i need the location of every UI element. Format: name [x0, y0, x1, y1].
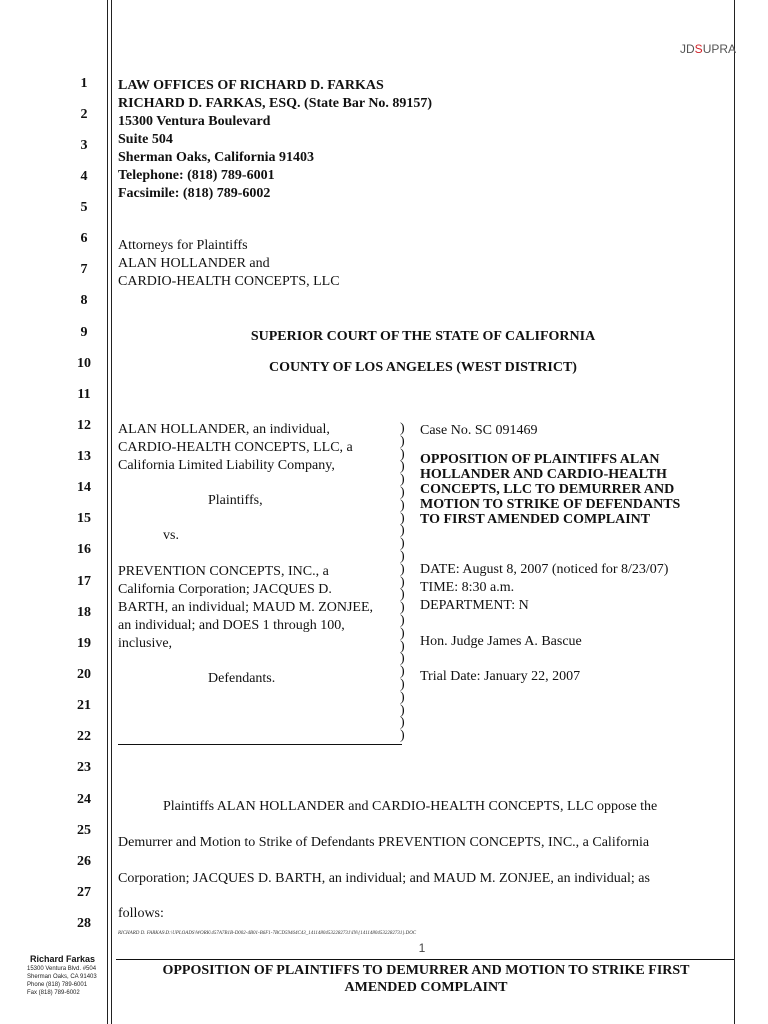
footer-rule: [116, 959, 734, 960]
body-line: follows:: [118, 906, 164, 921]
line-number: 24: [77, 792, 91, 807]
body-line: Demurrer and Motion to Strike of Defendants PREVENTION CONCEPTS, INC., a California: [118, 835, 650, 850]
case-number: Case No. SC 091469: [420, 423, 538, 438]
line-number: 16: [77, 542, 91, 557]
caption-parentheses: ) ) ) ) ) ) ) ) ) ) ) ) ) ) ) ) ) ) ) ) ) ) ) ) ): [400, 421, 405, 744]
defendants-label: Defendants.: [208, 671, 276, 686]
telephone: Telephone: (818) 789-6001: [118, 168, 275, 183]
plaintiff-2: CARDIO-HEALTH CONCEPTS, LLC, a: [118, 440, 353, 455]
line-number: 15: [77, 511, 91, 526]
line-number: 25: [77, 823, 91, 838]
attorney-name: RICHARD D. FARKAS, ESQ. (State Bar No. 89157): [118, 96, 433, 111]
document-title-1: OPPOSITION OF PLAINTIFFS ALAN: [420, 452, 660, 467]
line-number: 11: [77, 387, 91, 402]
judge: Hon. Judge James A. Bascue: [420, 634, 582, 649]
attorneys-for-line: Attorneys for Plaintiffs: [118, 238, 248, 253]
line-number: 2: [80, 107, 88, 122]
document-title-3: CONCEPTS, LLC TO DEMURRER AND: [420, 482, 675, 497]
line-number: 7: [80, 262, 88, 277]
firm-box-name: Richard Farkas: [30, 954, 96, 964]
court-name: SUPERIOR COURT OF THE STATE OF CALIFORNIA: [250, 329, 596, 344]
line-number: 8: [80, 293, 88, 308]
line-number: 10: [77, 356, 91, 371]
jdsupra-logo: JDSUPRA: [680, 42, 737, 56]
line-number: 4: [80, 169, 88, 184]
document-title-4: MOTION TO STRIKE OF DEFENDANTS: [420, 497, 681, 512]
line-number: 20: [77, 667, 91, 682]
caption-rule: [118, 744, 402, 745]
versus: vs.: [163, 528, 179, 543]
line-number: 28: [77, 916, 91, 931]
plaintiff-2-desc: California Limited Liability Company,: [118, 458, 335, 473]
trial-date: Trial Date: January 22, 2007: [420, 669, 581, 684]
facsimile: Facsimile: (818) 789-6002: [118, 186, 271, 201]
line-number: 12: [77, 418, 91, 433]
hearing-date: DATE: August 8, 2007 (noticed for 8/23/07): [420, 562, 669, 577]
plaintiff-1: ALAN HOLLANDER, an individual,: [118, 422, 330, 437]
line-number: 23: [77, 760, 91, 775]
line-number: 19: [77, 636, 91, 651]
footer-title-line-1: OPPOSITION OF PLAINTIFFS TO DEMURRER AND MOTION TO STRIKE FIRST: [162, 963, 690, 978]
line-number: 18: [77, 605, 91, 620]
suite: Suite 504: [118, 132, 173, 147]
defendant-2: BARTH, an individual; MAUD M. ZONJEE,: [118, 600, 374, 615]
line-number: 27: [77, 885, 91, 900]
client-company: CARDIO-HEALTH CONCEPTS, LLC: [118, 274, 340, 289]
left-margin-rule-inner: [111, 0, 112, 1024]
defendant-1: PREVENTION CONCEPTS, INC., a: [118, 564, 329, 579]
document-path: RICHARD D. FARKAS\D:\UPLOADS\WORK\457A7B1B-D002-4B01-B6F1-7BCD59464C43_14114804532282731\IN\{14114804532282731}.DOC: [118, 931, 417, 936]
footer-title: [118, 962, 734, 996]
court-county: COUNTY OF LOS ANGELES (WEST DISTRICT): [269, 360, 577, 375]
line-number: 22: [77, 729, 91, 744]
line-number: 3: [80, 138, 88, 153]
line-number: 14: [77, 480, 91, 495]
hearing-time: TIME: 8:30 a.m.: [420, 580, 515, 595]
firm-box-fax: Fax (818) 789-6002: [27, 990, 80, 996]
line-number: 21: [77, 698, 91, 713]
defendant-1-desc: California Corporation; JACQUES D.: [118, 582, 332, 597]
defendant-3: an individual; and DOES 1 through 100,: [118, 618, 345, 633]
right-margin-rule: [734, 0, 735, 1024]
firm-box-address: 15300 Ventura Blvd. #504: [27, 966, 97, 972]
footer-title-line-2: AMENDED COMPLAINT: [344, 980, 508, 995]
body-line: Corporation; JACQUES D. BARTH, an individual; and MAUD M. ZONJEE, an individual; as: [118, 871, 650, 886]
document-title-5: TO FIRST AMENDED COMPLAINT: [420, 512, 651, 527]
document-title-2: HOLLANDER AND CARDIO-HEALTH: [420, 467, 667, 482]
firm-name: LAW OFFICES OF RICHARD D. FARKAS: [118, 78, 384, 93]
line-number: 9: [80, 325, 88, 340]
left-margin-rule: [107, 0, 108, 1024]
body-line: Plaintiffs ALAN HOLLANDER and CARDIO-HEALTH CONCEPTS, LLC oppose the: [163, 799, 658, 814]
line-number: 26: [77, 854, 91, 869]
line-number: 6: [80, 231, 88, 246]
line-number: 17: [77, 574, 91, 589]
client-name: ALAN HOLLANDER and: [118, 256, 270, 271]
street-address: 15300 Ventura Boulevard: [118, 114, 271, 129]
firm-box-phone: Phone (818) 789-6001: [27, 982, 88, 988]
city-state-zip: Sherman Oaks, California 91403: [118, 150, 315, 165]
department: DEPARTMENT: N: [420, 598, 529, 613]
defendant-inclusive: inclusive,: [118, 636, 173, 651]
plaintiffs-label: Plaintiffs,: [208, 493, 263, 508]
line-number: 1: [80, 76, 88, 91]
page-number: 1: [418, 941, 426, 955]
line-number: 13: [77, 449, 91, 464]
firm-box-city: Sherman Oaks, CA 91403: [27, 974, 97, 980]
line-number: 5: [80, 200, 88, 215]
